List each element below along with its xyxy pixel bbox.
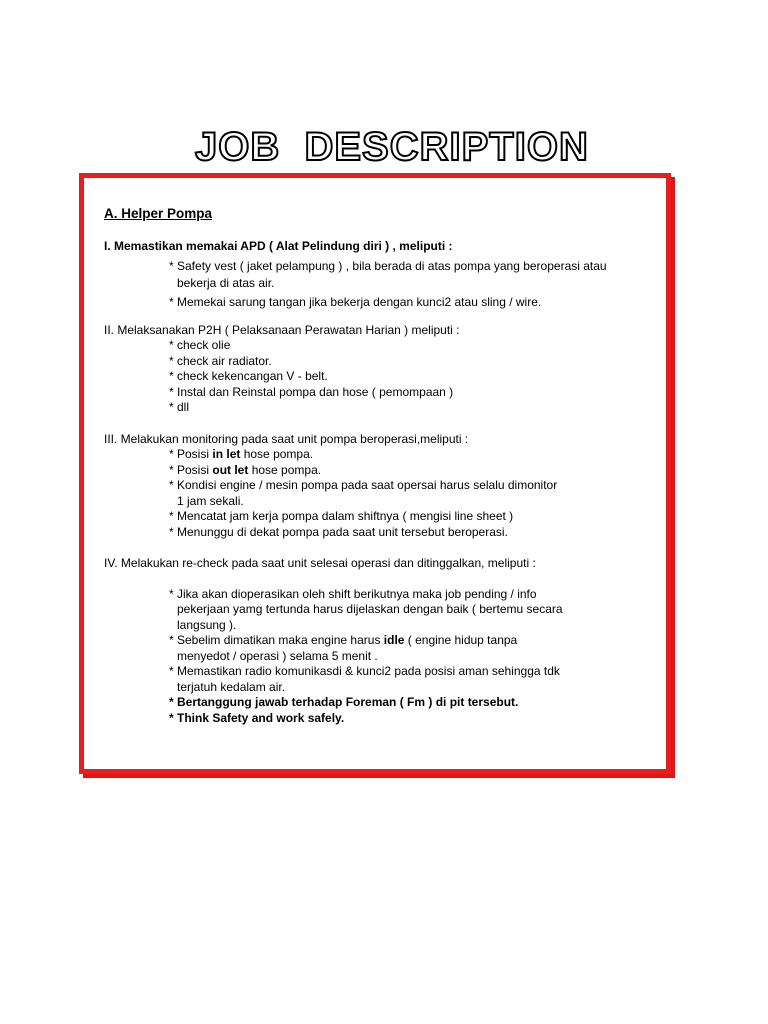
list-item: * check air radiator. [169, 353, 272, 368]
list-item: * dll [169, 400, 190, 414]
section-title: A. Helper Pompa [104, 206, 213, 221]
list-item: * Kondisi engine / mesin pompa pada saat opersai harus selalu dimonitor [169, 478, 558, 492]
list-item: * Jika akan dioperasikan oleh shift berikutnya maka job pending / info [169, 586, 537, 601]
list-item: * Memekai sarung tangan jika bekerja dengan kunci2 atau sling / wire. [169, 294, 542, 309]
page-title: JOB DESCRIPTION [195, 125, 589, 169]
section-2-heading: II. Melaksanakan P2H ( Pelaksanaan Perawatan Harian ) meliputi : [104, 322, 460, 337]
section-3-heading: III. Melakukan monitoring pada saat unit pompa beroperasi,meliputi : [104, 431, 469, 446]
list-item: * Mencatat jam kerja pompa dalam shiftnya ( mengisi line sheet ) [169, 509, 514, 523]
section-3-list [169, 447, 649, 540]
list-item-continuation: terjatuh kedalam air. [177, 679, 286, 694]
job-description-body [104, 206, 649, 726]
list-item: * Instal dan Reinstal pompa dan hose ( pemompaan ) [169, 384, 454, 399]
list-item: * Safety vest ( jaket pelampung ) , bila berada di atas pompa yang beroperasi atau [169, 258, 607, 273]
list-item-continuation: 1 jam sekali. [177, 493, 244, 508]
list-item: * check kekencangan V - belt. [169, 369, 328, 383]
list-item-continuation: langsung ). [177, 617, 237, 632]
list-item: * Memastikan radio komunikasdi & kunci2 pada posisi aman sehingga tdk [169, 664, 560, 678]
list-item: * check olie [169, 338, 231, 352]
section-1-heading: I. Memastikan memakai APD ( Alat Pelindung diri ) , meliputi : [104, 239, 453, 253]
list-item: * Sebelim dimatikan maka engine harus idle ( engine hidup tanpa [169, 633, 518, 647]
section-2-list [169, 338, 649, 416]
list-item: * Posisi out let hose pompa. [169, 462, 322, 477]
section-1-list [169, 258, 649, 312]
list-item: * Menunggu di dekat pompa pada saat unit tersebut beroperasi. [169, 524, 508, 539]
section-4-heading: IV. Melakukan re-check pada saat unit selesai operasi dan ditinggalkan, meliputi : [104, 556, 536, 570]
section-4-list [169, 587, 649, 727]
list-item-continuation: pekerjaan yamg tertunda harus dijelaskan dengan baik ( bertemu secara [177, 602, 563, 616]
list-item-continuation: bekerja di atas air. [177, 275, 275, 290]
list-item: * Think Safety and work safely. [169, 710, 345, 725]
list-item: * Bertanggung jawab terhadap Foreman ( Fm ) di pit tersebut. [169, 695, 519, 709]
list-item-continuation: menyedot / operasi ) selama 5 menit . [177, 648, 378, 663]
list-item: * Posisi in let hose pompa. [169, 447, 314, 461]
